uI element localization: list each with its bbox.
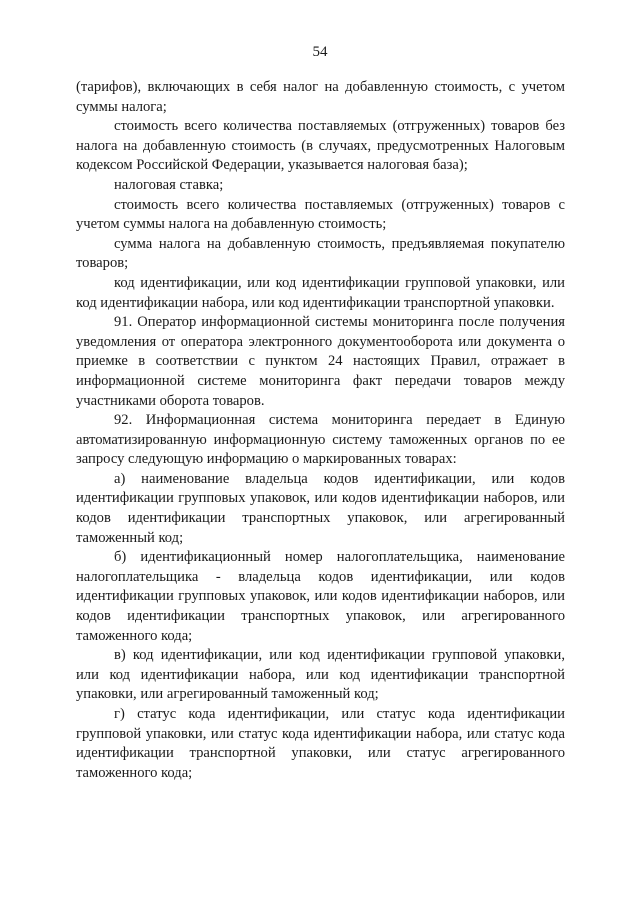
- list-item-b: б) идентификационный номер налогоплательщика, наименование налогоплательщика - владельца кодов идентификации, или кодов идентификации групповых упаковок, или кодов идентификации наборов, или кодов идентификации транспортных упаковок, или агрегированного таможенного кода;: [76, 549, 565, 644]
- list-item-v: в) код идентификации, или код идентификации групповой упаковки, или код идентификации набора, или код идентификации транспортной упаковки, или агрегированный таможенный код;: [76, 647, 565, 703]
- paragraph-92: 92. Информационная система мониторинга передает в Единую автоматизированную информационную систему таможенных органов по ее запросу следующую информацию о маркированных товарах:: [76, 412, 565, 468]
- page-number: 54: [312, 44, 328, 60]
- paragraph: стоимость всего количества поставляемых (отгруженных) товаров без налога на добавленную стоимость (в случаях, предусмотренных Налоговым кодексом Российской Федерации, указывается налоговая база);: [76, 118, 565, 174]
- paragraph: код идентификации, или код идентификации групповой упаковки, или код идентификации набора, или код идентификации транспортной упаковки.: [76, 274, 565, 311]
- paragraph: стоимость всего количества поставляемых (отгруженных) товаров с учетом суммы налога на добавленную стоимость;: [76, 196, 565, 233]
- list-item-a: а) наименование владельца кодов идентификации, или кодов идентификации групповых упаковок, или кодов идентификации наборов, или кодов идентификации транспортных упаковок, или агрегированный таможенный код;: [76, 470, 565, 546]
- paragraph: налоговая ставка;: [114, 176, 224, 193]
- paragraph-91: 91. Оператор информационной системы мониторинга после получения уведомления от оператора электронного документооборота или документа о приемке в соответствии с пунктом 24 настоящих Правил, отражает в информационной системе мониторинга факт передачи товаров между участниками оборота товаров.: [76, 314, 565, 409]
- list-item-g: г) статус кода идентификации, или статус кода идентификации групповой упаковки, или статус кода идентификации набора, или статус кода идентификации транспортной упаковки, или статус агрегированного таможенного кода;: [76, 706, 565, 781]
- paragraph: сумма налога на добавленную стоимость, предъявляемая покупателю товаров;: [76, 235, 565, 272]
- paragraph: (тарифов), включающих в себя налог на добавленную стоимость, с учетом суммы налога;: [76, 79, 565, 115]
- document-body: [76, 78, 565, 783]
